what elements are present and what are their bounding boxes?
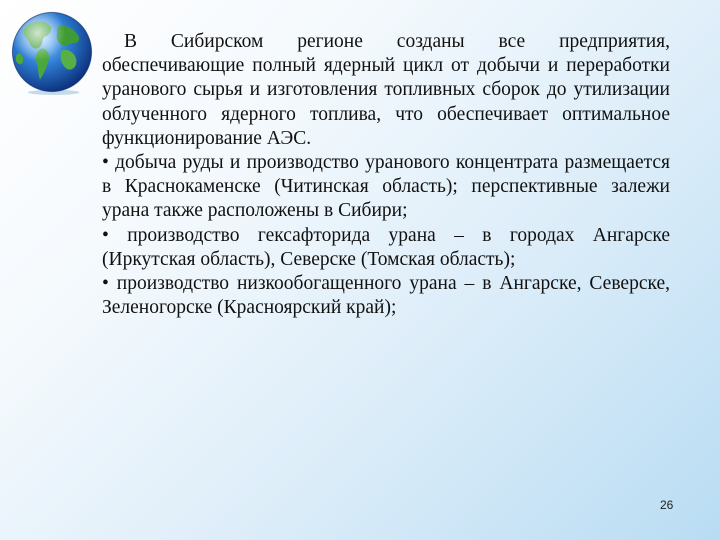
bullet-hexafluoride: • производство гексафторида урана – в городах Ангарске (Иркутская область), Северске (Томская область); <box>102 224 670 270</box>
intro-paragraph: В Сибирском регионе созданы все предприятия, обеспечивающие полный ядерный цикл от добычи и переработки уранового сырья и изготовления топливных сборок до утилизации облученного ядерного топлива, что обеспечивает оптимальное функционирование АЭС. <box>102 31 670 149</box>
bullet-low-enriched-uranium: • производство низкообогащенного урана – в Ангарске, Северске, Зеленогорске (Красноярский край); <box>102 273 670 319</box>
bullet-ore-mining: • добыча руды и производство уранового концентрата размещается в Краснокаменске (Читинская область); перспективные залежи урана также расположены в Сибири; <box>102 152 670 222</box>
page-number: 26 <box>660 498 674 512</box>
globe-icon <box>9 9 95 95</box>
slide-text <box>102 30 670 320</box>
